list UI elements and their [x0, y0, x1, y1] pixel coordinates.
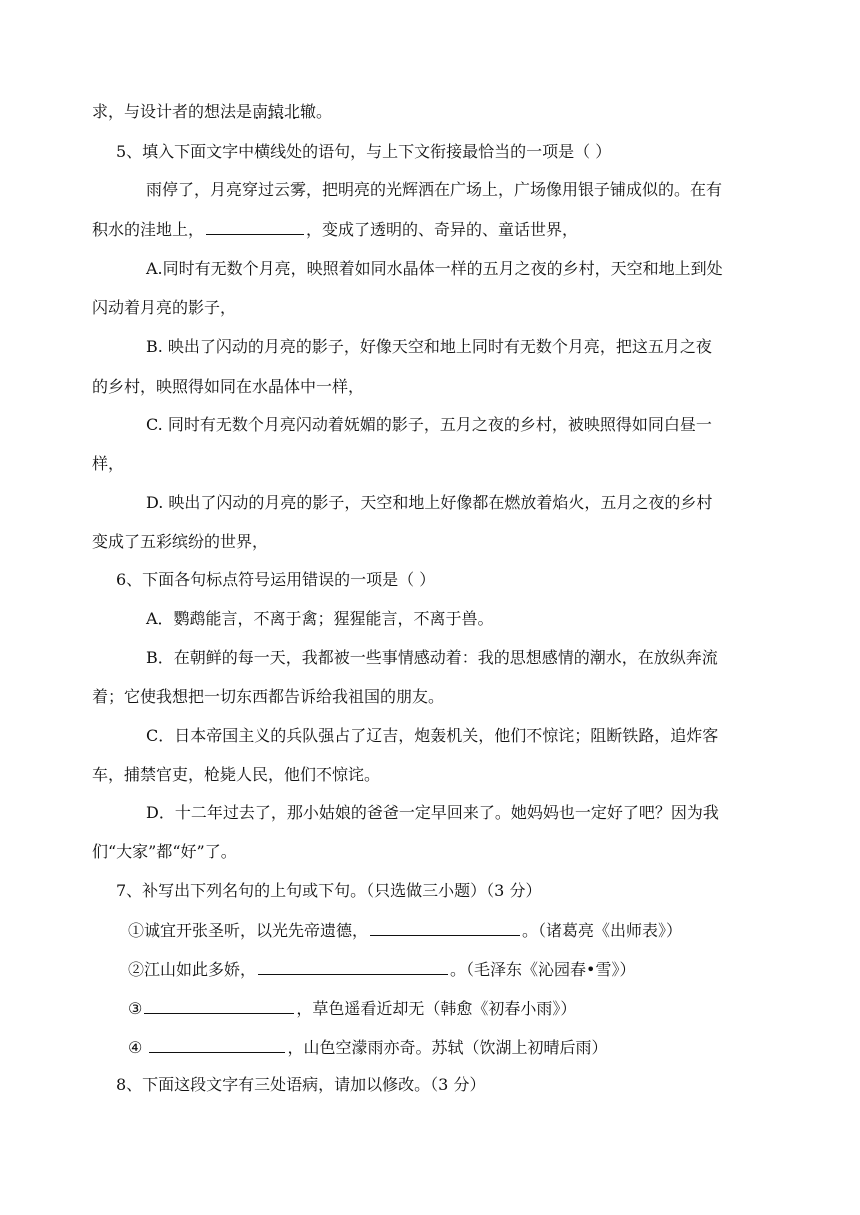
q7-stem: 7、补写出下列名句的上句或下句。（只选做三小题）（3 分）: [116, 881, 542, 900]
q7-item3-pre: ③: [128, 999, 143, 1018]
q5-fill-blank[interactable]: [206, 216, 304, 235]
q4-tail-line: [92, 99, 860, 125]
q5-option-b-line2: 的乡村，映照得如同在水晶体中一样，: [92, 377, 365, 396]
q7-item2-post: 。（毛泽东《沁园春•雪》）: [450, 960, 636, 979]
q5-option-a-line2: 闪动着月亮的影子，: [92, 298, 237, 317]
q6-option-d-line1: D．十二年过去了，那小姑娘的爸爸一定早回来了。她妈妈也一定好了吧？因为我: [146, 803, 719, 822]
q7-item4-blank[interactable]: [149, 1034, 285, 1053]
q6-option-b-line2: 着；它使我想把一切东西都告诉给我祖国的朋友。: [92, 687, 445, 706]
q5-option-b-line1: B. 映出了闪动的月亮的影子，好像天空和地上同时有无数个月亮，把这五月之夜: [146, 337, 712, 356]
q7-item2-pre: ②江山如此多娇，: [128, 960, 257, 979]
q5-passage-post: ，变成了透明的、奇异的、童话世界，: [306, 220, 579, 239]
q7-item4: [128, 1034, 860, 1060]
q6-option-c-line1: C．日本帝国主义的兵队强占了辽吉，炮轰机关，他们不惊诧；阻断铁路，追炸客: [146, 726, 719, 745]
q7-item3-post: ，草色遥看近却无（韩愈《初春小雨》）: [296, 999, 577, 1018]
q6-option-c-line2: 车，捕禁官吏，枪毙人民，他们不惊诧。: [92, 765, 381, 784]
q6-option-a: A．鹦鹉能言，不离于禽；猩猩能言，不离于兽。: [146, 609, 494, 628]
q7-item3-blank[interactable]: [144, 995, 294, 1014]
q7-item4-post: ，山色空濛雨亦奇。苏轼（饮湖上初晴后雨）: [287, 1038, 608, 1057]
q7-item1-post: 。（诸葛亮《出师表》）: [522, 921, 683, 940]
q7-item4-pre: ④: [128, 1038, 148, 1057]
q7-item1-pre: ①诚宜开张圣听，以光先帝遗德，: [128, 921, 369, 940]
q5-passage-line1: 雨停了，月亮穿过云雾，把明亮的光辉洒在广场上，广场像用银子铺成似的。在有: [146, 180, 723, 199]
q6-option-d-line2: 们“大家”都“好”了。: [92, 842, 237, 861]
q5-option-c-line2: 样，: [92, 454, 125, 473]
q5-passage-pre: 积水的洼地上，: [92, 220, 205, 239]
q5-option-d-line2: 变成了五彩缤纷的世界，: [92, 532, 269, 551]
q7-item1-blank[interactable]: [370, 917, 520, 936]
q8-stem: 8、下面这段文字有三处语病，请加以修改。（3 分）: [116, 1075, 486, 1094]
q5-option-a-line1: A.同时有无数个月亮，映照着如同水晶体一样的五月之夜的乡村，天空和地上到处: [146, 259, 723, 278]
q5-option-c-line1: C. 同时有无数个月亮闪动着妩媚的影子，五月之夜的乡村，被映照得如同白昼一: [146, 415, 712, 434]
q4-tail-dotted-phrase: 南辕北辙 · ·: [252, 99, 316, 125]
q7-item2-blank[interactable]: [258, 956, 448, 975]
q7-item2: [128, 956, 860, 982]
q6-stem: 6、下面各句标点符号运用错误的一项是（ ）: [116, 570, 436, 589]
q5-stem: 5、填入下面文字中横线处的语句，与上下文衔接最恰当的一项是（ ）: [116, 142, 612, 161]
q4-tail-prefix: 求，与设计者的想法是: [92, 102, 253, 121]
q7-item1: [128, 917, 860, 943]
q5-passage-line2: [92, 216, 860, 242]
q5-option-d-line1: D. 映出了闪动的月亮的影子，天空和地上好像都在燃放着焰火，五月之夜的乡村: [146, 493, 713, 512]
q7-item3: [128, 995, 860, 1021]
q4-tail-suffix: 。: [316, 102, 333, 121]
q6-option-b-line1: B．在朝鲜的每一天，我都被一些事情感动着：我的思想感情的潮水，在放纵奔流: [146, 648, 718, 667]
